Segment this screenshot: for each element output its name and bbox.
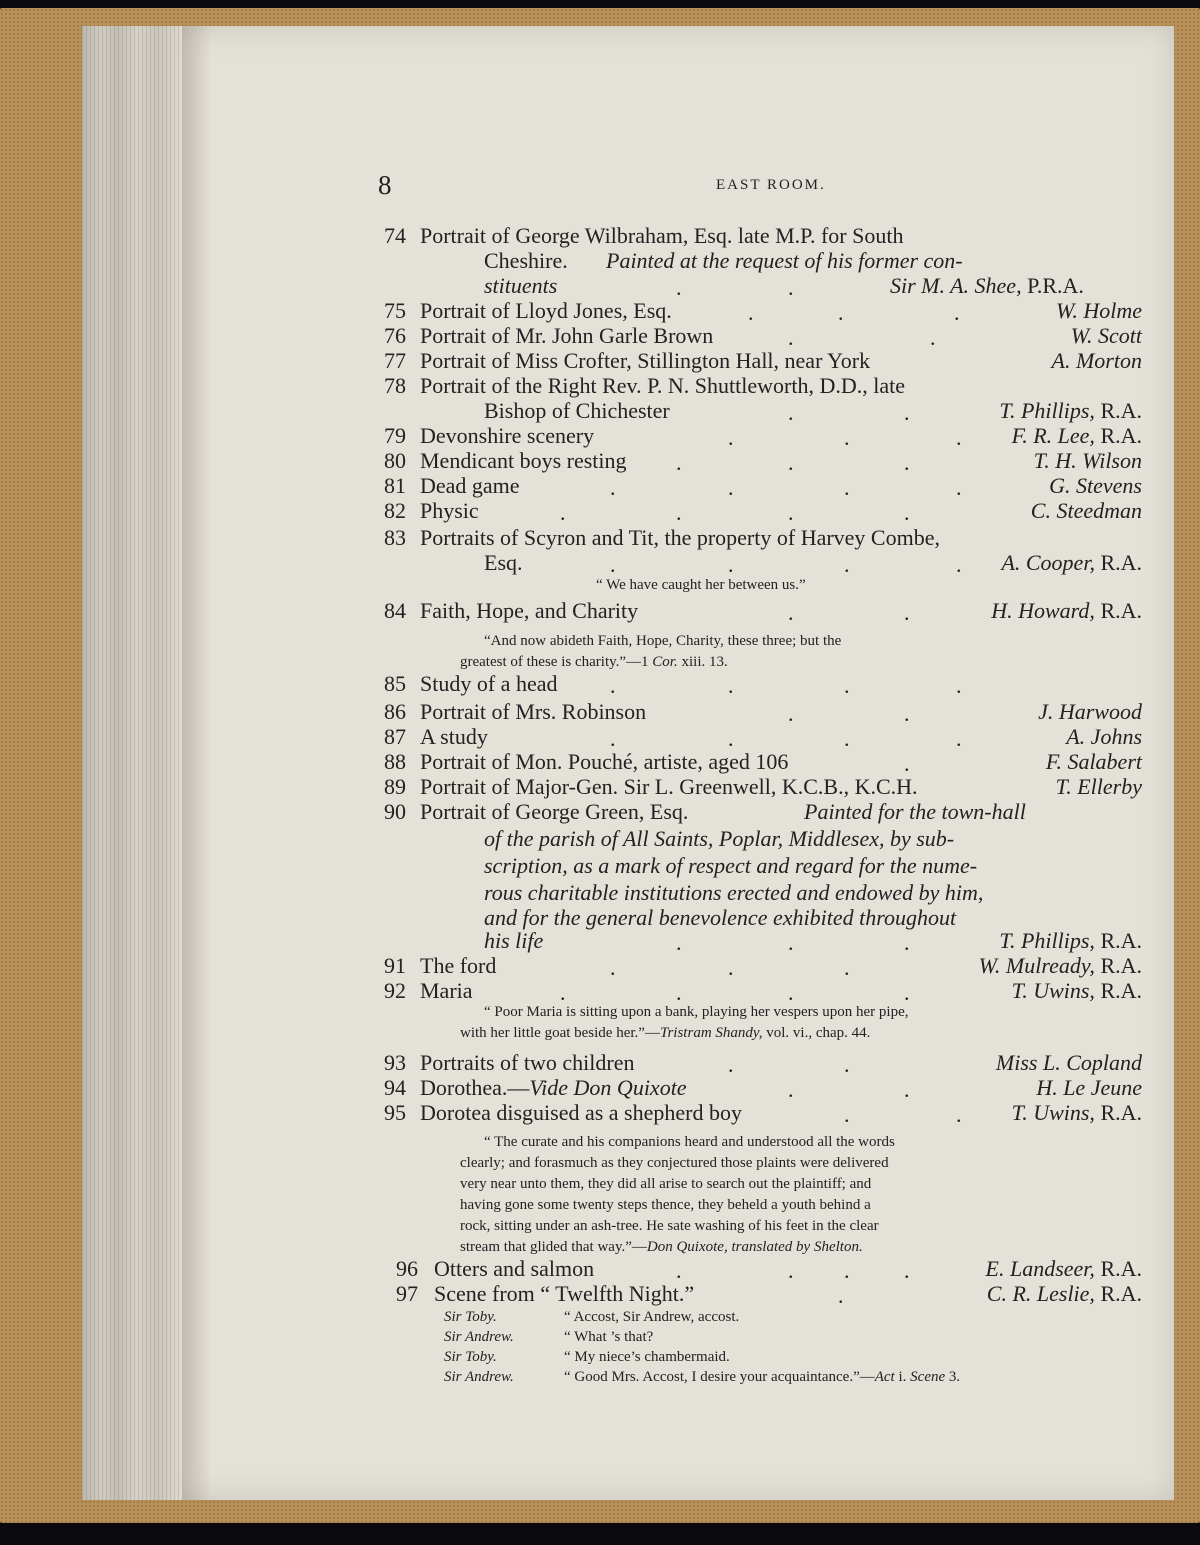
- leader-dot: .: [838, 1283, 844, 1308]
- entry-quote: “ Poor Maria is sitting upon a bank, playing her vespers upon her pipe,: [484, 1004, 909, 1020]
- entry-number: 92: [384, 978, 406, 1003]
- entry-title-ref: Vide Don Quixote: [529, 1075, 687, 1100]
- quote-ref: vol. vi., chap. 44.: [766, 1025, 871, 1041]
- entry-number: 75: [384, 298, 406, 323]
- entry-artist: A. Johns: [1066, 724, 1142, 749]
- artist-suffix: R.A.: [1100, 1281, 1142, 1306]
- entry-title: Physic: [420, 498, 479, 523]
- entry-quote-cont: clearly; and forasmuch as they conjectured those plaints were delivered: [460, 1155, 889, 1171]
- entry-artist: H. Howard,: [991, 598, 1095, 623]
- entry-artist: H. Le Jeune: [1036, 1075, 1142, 1100]
- entry-quote-cont: stream that glided that way.”—: [460, 1239, 647, 1255]
- leader-dot: .: [788, 400, 794, 425]
- entry-title: Portrait of George Green, Esq.: [420, 799, 689, 824]
- entry-title: Faith, Hope, and Charity: [420, 598, 639, 623]
- leader-dot: .: [676, 1258, 682, 1283]
- artist-suffix: R.A.: [1100, 398, 1142, 423]
- entry-note-cont: and for the general benevolence exhibited throughout: [484, 905, 957, 930]
- leader-dot: .: [904, 600, 910, 625]
- artist-suffix: P.R.A.: [1027, 273, 1084, 298]
- entry-number: 87: [384, 724, 406, 749]
- quote-ref: xiii. 13.: [681, 654, 728, 670]
- leader-dot: .: [904, 450, 910, 475]
- entry-number: 86: [384, 699, 406, 724]
- leader-dot: .: [954, 300, 960, 325]
- entry-number: 90: [384, 799, 406, 824]
- leader-dot: .: [610, 475, 616, 500]
- leader-dot: .: [844, 552, 850, 577]
- entry-artist: C. Steedman: [1030, 498, 1142, 523]
- entry-artist: Sir M. A. Shee,: [890, 273, 1022, 298]
- leader-dot: .: [844, 1102, 850, 1127]
- dialogue-speaker: Sir Toby.: [444, 1349, 497, 1365]
- entry-title: Portrait of the Right Rev. P. N. Shuttleworth, D.D., late: [420, 373, 905, 398]
- entry-note-cont: his life: [484, 928, 544, 953]
- entry-number: 76: [384, 323, 406, 348]
- entry-number: 94: [384, 1075, 406, 1100]
- entry-artist: T. Phillips,: [999, 928, 1095, 953]
- leader-dot: .: [610, 726, 616, 751]
- entry-artist: J. Harwood: [1038, 699, 1142, 724]
- leader-dot: .: [610, 673, 616, 698]
- leader-dot: .: [956, 552, 962, 577]
- entry-title: Mendicant boys resting: [420, 448, 627, 473]
- leader-dot: .: [844, 475, 850, 500]
- leader-dot: .: [844, 673, 850, 698]
- artist-suffix: R.A.: [1100, 550, 1142, 575]
- entry-title: Otters and salmon: [434, 1256, 595, 1281]
- scene-number: 3.: [948, 1369, 961, 1385]
- entry-title: Dorothea.—: [420, 1075, 530, 1100]
- entry-quote-cont: having gone some twenty steps thence, they beheld a youth behind a: [460, 1197, 871, 1213]
- leader-dot: .: [728, 475, 734, 500]
- running-head: EAST ROOM.: [716, 177, 826, 193]
- entry-artist: G. Stevens: [1049, 473, 1142, 498]
- entry-artist: T. Uwins,: [1011, 978, 1095, 1003]
- entry-artist: T. Uwins,: [1011, 1100, 1095, 1125]
- leader-dot: .: [676, 980, 682, 1005]
- leader-dot: .: [728, 726, 734, 751]
- entry-quote-cont: greatest of these is charity.”—1: [460, 654, 649, 670]
- dialogue-speaker: Sir Toby.: [444, 1309, 497, 1325]
- entry-artist: C. R. Leslie,: [986, 1281, 1095, 1306]
- entry-title-cont: Cheshire.: [484, 248, 568, 273]
- entry-number: 79: [384, 423, 406, 448]
- entry-artist: F. Salabert: [1045, 749, 1142, 774]
- leader-dot: .: [956, 673, 962, 698]
- entry-quote: “ We have caught her between us.”: [596, 577, 806, 593]
- entry-title: Portrait of Major-Gen. Sir L. Greenwell, K.C.B., K.C.H.: [420, 774, 918, 799]
- entry-title: Portraits of two children: [420, 1050, 635, 1075]
- entry-quote: “And now abideth Faith, Hope, Charity, these three; but the: [484, 633, 842, 649]
- artist-suffix: R.A.: [1100, 598, 1142, 623]
- leader-dot: .: [676, 275, 682, 300]
- dialogue-line: “ What ’s that?: [564, 1329, 654, 1345]
- scene-label: Scene: [910, 1369, 946, 1385]
- entry-artist: A. Cooper,: [1001, 550, 1095, 575]
- leader-dot: .: [676, 450, 682, 475]
- entry-number: 91: [384, 953, 406, 978]
- leader-dot: .: [788, 500, 794, 525]
- artist-suffix: R.A.: [1100, 1256, 1142, 1281]
- entry-number: 93: [384, 1050, 406, 1075]
- entry-title: Portrait of George Wilbraham, Esq. late M.P. for South: [420, 223, 904, 248]
- artist-suffix: R.A.: [1100, 953, 1142, 978]
- leader-dot: .: [788, 450, 794, 475]
- entry-number: 82: [384, 498, 406, 523]
- leader-dot: .: [904, 400, 910, 425]
- leader-dot: .: [904, 1258, 910, 1283]
- leader-dot: .: [560, 500, 566, 525]
- leader-dot: .: [728, 425, 734, 450]
- entry-artist: Miss L. Copland: [995, 1050, 1142, 1075]
- artist-suffix: R.A.: [1100, 928, 1142, 953]
- entry-note: Painted at the request of his former con-: [606, 248, 963, 273]
- leader-dot: .: [844, 425, 850, 450]
- entry-number: 77: [384, 348, 406, 373]
- entry-artist: T. Ellerby: [1055, 774, 1142, 799]
- entry-quote-cont: very near unto them, they did all arise to search out the plaintiff; and: [460, 1176, 872, 1192]
- entry-title: Devonshire scenery: [420, 423, 595, 448]
- leader-dot: .: [676, 500, 682, 525]
- leader-dot: .: [904, 1077, 910, 1102]
- entry-quote-cont: rock, sitting under an ash-tree. He sate washing of his feet in the clear: [460, 1218, 879, 1234]
- leader-dot: .: [844, 726, 850, 751]
- entry-note-cont: rous charitable institutions erected and endowed by him,: [484, 880, 984, 905]
- leader-dot: .: [956, 1102, 962, 1127]
- leader-dot: .: [748, 300, 754, 325]
- entry-artist: A. Morton: [1051, 348, 1142, 373]
- leader-dot: .: [610, 955, 616, 980]
- entry-title: Portrait of Mr. John Garle Brown: [420, 323, 714, 348]
- leader-dot: .: [904, 930, 910, 955]
- leader-dot: .: [788, 930, 794, 955]
- artist-suffix: R.A.: [1100, 978, 1142, 1003]
- entry-title: Portrait of Lloyd Jones, Esq.: [420, 298, 672, 323]
- entry-artist: T. Phillips,: [999, 398, 1095, 423]
- quote-source: Don Quixote, translated by Shelton.: [646, 1239, 863, 1255]
- entry-number: 89: [384, 774, 406, 799]
- entry-title: The ford: [420, 953, 497, 978]
- entry-number: 84: [384, 598, 406, 623]
- entry-artist: W. Mulready,: [978, 953, 1095, 978]
- entry-title-cont: Esq.: [484, 550, 523, 575]
- entry-artist: W. Holme: [1056, 298, 1142, 323]
- leader-dot: .: [728, 1052, 734, 1077]
- entry-number: 80: [384, 448, 406, 473]
- leader-dot: .: [956, 726, 962, 751]
- entry-title: A study: [420, 724, 488, 749]
- entry-number: 74: [384, 223, 406, 248]
- entry-note: Painted for the town-hall: [804, 799, 1026, 824]
- entry-artist: F. R. Lee,: [1011, 423, 1095, 448]
- act-label: Act: [874, 1369, 895, 1385]
- entry-title: Portraits of Scyron and Tit, the property of Harvey Combe,: [420, 525, 940, 550]
- entry-quote: “ The curate and his companions heard and understood all the words: [484, 1134, 895, 1150]
- leader-dot: .: [904, 500, 910, 525]
- entry-number: 83: [384, 525, 406, 550]
- dialogue-speaker: Sir Andrew.: [444, 1329, 514, 1345]
- leader-dot: .: [728, 955, 734, 980]
- entry-title: Scene from “ Twelfth Night.”: [434, 1281, 695, 1306]
- leader-dot: .: [844, 1052, 850, 1077]
- entry-title: Portrait of Mrs. Robinson: [420, 699, 647, 724]
- leader-dot: .: [904, 701, 910, 726]
- quote-source: Cor.: [652, 654, 678, 670]
- entry-number: 88: [384, 749, 406, 774]
- act-number: i.: [898, 1369, 907, 1385]
- leader-dot: .: [788, 600, 794, 625]
- entry-note-cont: stituents: [484, 273, 558, 298]
- entry-number: 81: [384, 473, 406, 498]
- leader-dot: .: [728, 552, 734, 577]
- entry-number: 78: [384, 373, 406, 398]
- leader-dot: .: [956, 425, 962, 450]
- leader-dot: .: [560, 980, 566, 1005]
- dialogue-line: “ Good Mrs. Accost, I desire your acquaintance.”—: [564, 1369, 875, 1385]
- artist-suffix: R.A.: [1100, 1100, 1142, 1125]
- entry-note-cont: scription, as a mark of respect and regard for the nume-: [484, 853, 978, 878]
- quote-source: Tristram Shandy,: [659, 1025, 763, 1041]
- dialogue-line: “ Accost, Sir Andrew, accost.: [564, 1309, 740, 1325]
- entry-note-cont: of the parish of All Saints, Poplar, Middlesex, by sub-: [484, 826, 955, 851]
- leader-dot: .: [728, 673, 734, 698]
- entry-artist: W. Scott: [1070, 323, 1142, 348]
- leader-dot: .: [844, 1258, 850, 1283]
- leader-dot: .: [788, 1077, 794, 1102]
- leader-dot: .: [788, 1258, 794, 1283]
- leader-dot: .: [676, 930, 682, 955]
- entry-artist: T. H. Wilson: [1033, 448, 1142, 473]
- leader-dot: .: [904, 751, 910, 776]
- entry-quote-cont: with her little goat beside her.”—: [460, 1025, 660, 1041]
- entry-number: 97: [396, 1281, 418, 1306]
- entry-title: Study of a head: [420, 671, 558, 696]
- entry-title: Portrait of Miss Crofter, Stillington Hall, near York: [420, 348, 871, 373]
- leader-dot: .: [788, 980, 794, 1005]
- entry-title: Dead game: [420, 473, 520, 498]
- entry-title-cont: Bishop of Chichester: [484, 398, 670, 423]
- entry-title: Maria: [420, 978, 473, 1003]
- dialogue-speaker: Sir Andrew.: [444, 1369, 514, 1385]
- leader-dot: .: [844, 955, 850, 980]
- leader-dot: .: [838, 300, 844, 325]
- entry-artist: E. Landseer,: [985, 1256, 1095, 1281]
- entry-number: 95: [384, 1100, 406, 1125]
- leader-dot: .: [904, 980, 910, 1005]
- entry-number: 85: [384, 671, 406, 696]
- entry-title: Dorotea disguised as a shepherd boy: [420, 1100, 742, 1125]
- leader-dot: .: [610, 552, 616, 577]
- leader-dot: .: [788, 275, 794, 300]
- artist-suffix: R.A.: [1100, 423, 1142, 448]
- leader-dot: .: [788, 325, 794, 350]
- entry-number: 96: [396, 1256, 418, 1281]
- page-number: 8: [378, 170, 392, 200]
- leader-dot: .: [788, 701, 794, 726]
- dialogue-line: “ My niece’s chambermaid.: [564, 1349, 730, 1365]
- leader-dot: .: [930, 325, 936, 350]
- entry-title: Portrait of Mon. Pouché, artiste, aged 106: [420, 749, 789, 774]
- leader-dot: .: [956, 475, 962, 500]
